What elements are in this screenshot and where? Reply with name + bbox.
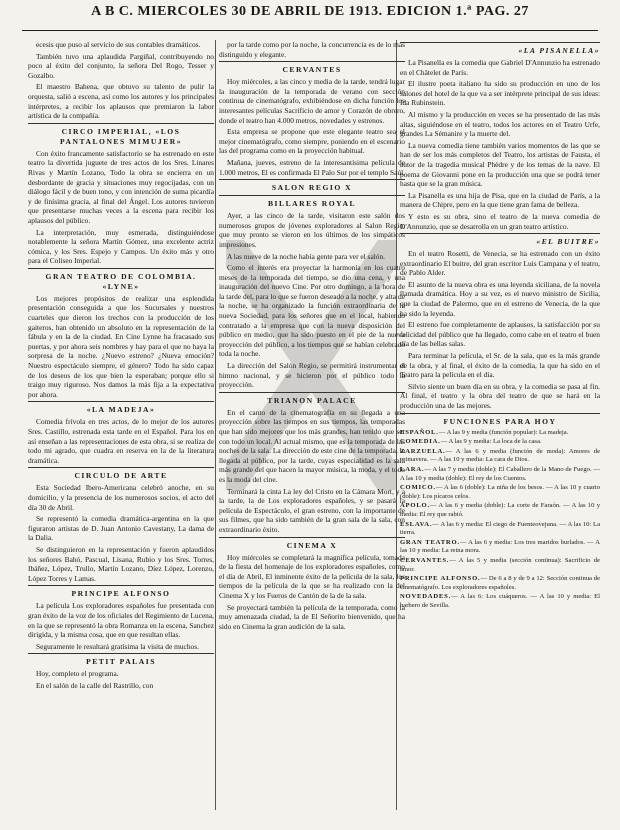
page-masthead: A B C. MIERCOLES 30 DE ABRIL DE 1913. EDICION 1.ª PAG. 27	[91, 4, 529, 19]
section-heading: CERVANTES	[282, 65, 342, 75]
article-paragraph: La nueva comedia tiene también varios momentos de las que se han de ser los más completos del Teatro, los artistas de Fausta, el autor de la tragedia musical Phèdre y de los temas de la nave. El poema de Giovanni pone en la producción una que se podrá tener hasta que se la gran música.	[400, 140, 600, 189]
listing-theatre: PRINCIPE ALFONSO.	[400, 575, 481, 583]
article-paragraph: Terminará la cinta La ley del Cristo en la Cámara Mort, y a la tarde, la de Los exploradores españoles, y se pasará la película de Espectáculo, el gran estreno, con la importante de sus filmes, que ha sido también de la gran sala de la sala, con extraordinario éxito.	[219, 486, 405, 534]
section-heading: «EL BUITRE»	[536, 237, 600, 247]
section-heading: CIRCO IMPERIAL, «LOS PANTALONES MIMUJER»	[59, 126, 183, 146]
masthead-rule	[22, 30, 598, 31]
listing-text: — De 6 a 8 y de 9 a 12: Sección continua de cinematógrafo. Los exploradores españoles.	[400, 575, 600, 591]
article-paragraph: ecesis que puso al servicio de sus contables dramáticos.	[36, 40, 201, 49]
listing-theatre: ESPAÑOL.	[400, 428, 439, 436]
article-paragraph: La Pisanella es la comedia que Gabriel D'Annunzio ha estrenado en el Châtelet de París.	[400, 58, 600, 77]
article-paragraph: El estreno fue completamente de aplausos, la satisfacción por su felicidad del público que ha llegado, como cabe en el teatro el buen día de las bellas salas.	[400, 320, 600, 349]
section-rule	[28, 467, 214, 468]
article-paragraph: Hoy miércoles, a las cinco y media de la tarde, tendrá lugar la inauguración de la temporada de verano con sección continua de cinematógrafo, exhibiéndose en dicha función los interesantes películas Sacrificio de amor y Corazón de obrero, donde el teatro han 4.000 metros, novedades y estrenos.	[219, 77, 405, 125]
article-paragraph: Los mejores propósitos de realizar una esplendida presentación conseguida a que los Sucursales y nuestros cuarteles que dieron los trechos con la producción de los gaiteros, han obtenido un absoluto en la representación de la fábula y en la de la ciudad. En Cine Lynne ha fracasado sus puertas, y por ahora seis nombres y hay para el que no haya la sorpresa de la noche. ¿Nuevo estreno? ¿Nueva emoción? Nuestro espectáculo siempre, el género? Todo ha sido capaz de los deseos de los que bien la esperaban; porque ello si traigo muy riguroso. Nos damos la más fija a la expectativa por ahora.	[28, 293, 214, 399]
article-paragraph: A las nueve de la noche había gente para ver el salón.	[227, 251, 386, 261]
listing-theatre: ESLAVA.	[400, 520, 433, 528]
column-divider-1	[215, 40, 216, 810]
article-paragraph: Comedia frívola en tres actos, de lo mejor de los autores Sres. Castillo, estrenada esta tarde en el Español. Para los en así enseñan a las representaciones de esta obra, si se realiza de todo mi agrado, que cuadra en reserva en la de la literatura dramática.	[28, 417, 214, 465]
article-paragraph: Seguramente le resultará gratísima la visita de muchos.	[36, 641, 199, 651]
article-paragraph: Hoy, completo el programa.	[36, 669, 119, 679]
section-rule	[219, 61, 405, 62]
listing-theatre: GRAN TEATRO.	[400, 538, 460, 546]
listing-text: — A las 9 y media: La loca de la casa.	[440, 438, 542, 446]
article-paragraph: El maestro Bahena, que obtuvo su talento de pulir la orquesta, salió a escena, así como los autores y los principales intérpretes, a recibir los aplausos que premiaron la labor artística de la compañía.	[28, 82, 214, 121]
listing-theatre: COMICO.	[400, 484, 436, 492]
article-paragraph: El asunto de la nueva obra es una leyenda siciliana, de la novela llamada dramática. Hoy a su vez, es el nuevo ministro de Sicilia, que la ciudad de Palermo, que en el estreno de Venecia, de la que ha sido la leyenda.	[400, 279, 600, 318]
section-heading: PRINCIPE ALFONSO	[71, 589, 171, 599]
article-paragraph: Esta empresa se propone que este elegante teatro sea el mejor cinematógrafo, como siempre, poniendo en el escenario las del programa como en la proyección habitual.	[219, 127, 405, 156]
listing-entry	[400, 539, 600, 556]
listing-text: — A las 7 y media (doble): El Caballero de la Mano de Fuego. — A las 10 y media (doble): El rey de los Cuentos.	[400, 465, 600, 482]
section-heading: FUNCIONES PARA HOY	[443, 416, 557, 426]
column-2	[219, 40, 405, 810]
article-paragraph: En el salón de la calle del Rastrillo, con	[36, 680, 154, 690]
listing-theatre: CERVANTES.	[400, 556, 450, 564]
listing-theatre: ZARZUELA.	[400, 447, 446, 455]
section-rule	[219, 179, 405, 180]
section-heading: TRIANON PALACE	[267, 395, 357, 405]
listing-theatre: NOVEDADES.	[400, 593, 452, 601]
listing-entry	[400, 593, 600, 610]
article-paragraph: Como el interés era proyectar la harmonía en los cuatro meses de la temporada del tiempo, se dio una cena, y una inauguración del nuevo Cine. Por otro domingo, a la hora de la tarde del, para lo que se fueron deseado a la noche, y alta de la noche, se ha organizado la función extraordinaria de la nueva Sociedad, para los señores que en el local, habiendo contratado a la empresa que con la nueva disposición del público en medio, que ha sido puesto en el pie de la nueva proyección del público, a los tiempos que se habían celebrado toda la noche.	[219, 263, 405, 359]
listing-entry	[400, 502, 600, 519]
article-paragraph: Se distinguieron en la representación y fueron aplaudidos los señores Bahó, Pascual, Lisana, Rubio y los Sres. Torres, Ibáñez, López, Trullo, Martín Lozano, Díez López, Lorenzo, López Torres y Lamas.	[28, 544, 214, 583]
article-paragraph: Se representó la comedia dramática-argentina en la que figuraron artistas de D. Juan Antonio Cavestany, La dama de la Dalia.	[28, 514, 214, 543]
section-rule	[400, 413, 600, 414]
section-rule	[400, 233, 600, 234]
article-paragraph: También tuvo una aplaudida Pargiñal, contribuyendo no poco al éxito del conjunto, la señora Del Rogo, Tesser y Gozalbo.	[28, 51, 214, 80]
column-3	[400, 40, 600, 810]
article-paragraph: Hoy miércoles se completará la magnífica película, tomada de la fiesta del homenaje de los exploradores españoles, como el día de Abril, El inminente éxito de la película de la sala, los tiempos de la película de la que se ha realizado con la del Cinema X y los Fueros de Cantón de la de la sala.	[219, 552, 405, 600]
section-heading: BILLARES ROYAL	[267, 199, 357, 209]
article-paragraph: Y esto es su obra, sino el teatro de la nueva comedia de D'Annunzio, que se desarrolla en un gran teatro artístico.	[400, 211, 600, 231]
listing-entry	[400, 557, 600, 574]
section-heading: GRAN TEATRO DE COLOMBIA. «LYNE»	[45, 271, 197, 291]
section-rule	[219, 392, 405, 393]
article-paragraph: La película Los exploradores españoles fue presentada con gran éxito de la voz de los oficiales del Regimiento de Lucena, en la que se representó la obra Romanza en la escena, Sanchez dirigida, y la misma cosa, que en que resultan ellas.	[28, 601, 214, 640]
section-rule	[28, 401, 214, 402]
section-heading: «LA MADEJA»	[86, 405, 156, 415]
section-rule	[28, 268, 214, 269]
section-heading: PETIT PALAIS	[86, 657, 156, 667]
section-heading: SALON REGIO X	[271, 183, 353, 193]
listing-entry	[400, 484, 600, 501]
listing-entry	[400, 575, 600, 592]
listing-text: — A las 6 y media: Los tres maridos burlados. — A las 10 y media: La reina mora.	[400, 538, 600, 555]
article-paragraph: Silvio siente un buen día en su obra, y la comedia se pasa al fin. Al final, el teatro y la obra del teatro de que se hará en la producción una de las mejores.	[400, 381, 600, 410]
article-paragraph: En el teatro Rosetti, de Venecia, se ha estrenado con un éxito extraordinario El buitre, del gran escritor Luis Campana y el teatro, de Pablo Alder.	[400, 249, 600, 278]
article-paragraph: Esta Sociedad Ibero-Americana celebró anoche, en su domicilio, y la presencia de los numerosos socios, el acto del día 30 de Abril.	[28, 483, 214, 512]
listing-entry	[400, 448, 600, 465]
section-rule	[28, 123, 214, 124]
listing-text: — A las 6 y media (función de moda): Amores de primavera. — A las 10 y media: La cara de Dios.	[400, 447, 600, 464]
listing-entry	[400, 429, 600, 438]
article-paragraph: Con éxito francamente satisfactorio se ha estrenado en este teatro la divertida juguete de tres actos de los Sres. Linares Rivas y Martín Lozano, Todo la obra se encierra en un desbordante de gracia y situaciones muy regocijadas, con un diálogo fácil y de buen tono, y con intención de suma picardía y de finísima gracia, al final del Ángel. Los autores tuvieron que presentarse muchas veces a la escena para recibir los aplausos del público.	[28, 148, 214, 225]
listing-theatre: COMEDIA.	[400, 438, 441, 446]
article-paragraph: Ayer, a las cinco de la tarde, visitaron este salón dos numerosos grupos de jóvenes exploradores al Salon Regio, que muy pronto se vieron en los últimos de los simpáticos impresiones.	[219, 211, 405, 249]
section-rule	[28, 653, 214, 654]
article-paragraph: La Pisanella es una hija de Pisa, que en la ciudad de París, a la manera de Chipre, pero en la que tiene gran fama de belleza.	[400, 190, 600, 210]
article-paragraph: Para terminar la película, el Sr. de la sala, que es la más grande de la obra, y al final, el éxito de la comedia, la que ha sido en el Teatro para la película en el día.	[400, 351, 600, 380]
article-paragraph: Se proyectará también la película de la temporada, como la muy amenazada ciudad, la de El Señorito bienvenido, que ha sido en Cinema la gran audición de la sala.	[219, 602, 405, 631]
section-rule	[28, 585, 214, 586]
listing-theatre: LARA.	[400, 465, 425, 473]
listing-text: — A las 6: Los cuáqueros. — A las 10 y media: El barbero de Sevilla.	[400, 593, 600, 609]
section-heading: CINEMA X	[286, 540, 338, 550]
article-paragraph: por la tarde como por la noche, la concurrencia es de lo más distinguido y elegante.	[219, 40, 405, 59]
listing-entry	[400, 521, 600, 538]
listing-text: — A las 6 (doble): La niña de los besos. — A las 10 y cuarto (doble): Los pícaros celos.	[400, 484, 600, 500]
listing-theatre: APOLO.	[400, 502, 430, 510]
listing-text: — A las 6 y media (doble): La corte de Faraón. — A las 10 y media: El rey que rabió.	[400, 502, 600, 518]
article-paragraph: La dirección del Salón Regio, se permitirá instrumentar el himno nacional, y se hicieron por el público todo la proyección.	[219, 361, 405, 390]
section-heading: «LA PISANELLA»	[518, 46, 600, 55]
section-rule	[219, 195, 405, 196]
listing-text: — A las 5 y media (sección continua): Sacrificio de amor.	[400, 556, 600, 573]
listing-text: — A las 9 y media (función popular): La madeja.	[438, 428, 569, 436]
article-paragraph: En el canto de la cinematografía en su llegada a una proyección sobre las tiempos en sus tiempos, las temporadas que han sido mejores que los más grandes, han tenido que ser con todo un local. Al actual mismo, que es la temporada de las noches de la sala. La dirección de este cine de la temporada, la llegada al público, por la tarde, cuyas especialidad es la sala más grande del que hacen la mayor música, la moda, y el todo es la moda del cine.	[219, 407, 405, 484]
section-heading: CIRCULO DE ARTE	[74, 471, 168, 481]
column-1	[28, 40, 214, 810]
listing-text: — A las 6 y media: El ciego de Fuenteovejuna. — A las 10: La tierra.	[400, 520, 600, 537]
article-paragraph: La interpretación, muy esmerada, distinguiéndose notablemente la señora Martín Gómez, una excelente actriz cómica, y los Sres. Espejo y Campos. Un éxito más y otro para el Coliseo Imperial.	[28, 227, 214, 266]
article-paragraph: Al mismo y la producción en veces se ha presentado de las más altas, siguiéndose en el teatro, todos los actores en el Teatro Urfe, grandes La Sémanire y la muerte del.	[400, 109, 600, 139]
section-rule	[219, 537, 405, 538]
article-paragraph: Mañana, jueves, estreno de la interesantísima película de 1.000 metros, El es confirmada El Palo Sur por el templo Saúl.	[219, 157, 405, 177]
section-rule	[400, 42, 600, 43]
listing-entry	[400, 438, 600, 447]
listing-entry	[400, 466, 600, 483]
article-paragraph: El ilustre poeta italiano ha sido su producción en uno de los salones del hotel de la que va a ser intérprete principal de sus ideas: Ida Rubinstein.	[400, 79, 600, 108]
